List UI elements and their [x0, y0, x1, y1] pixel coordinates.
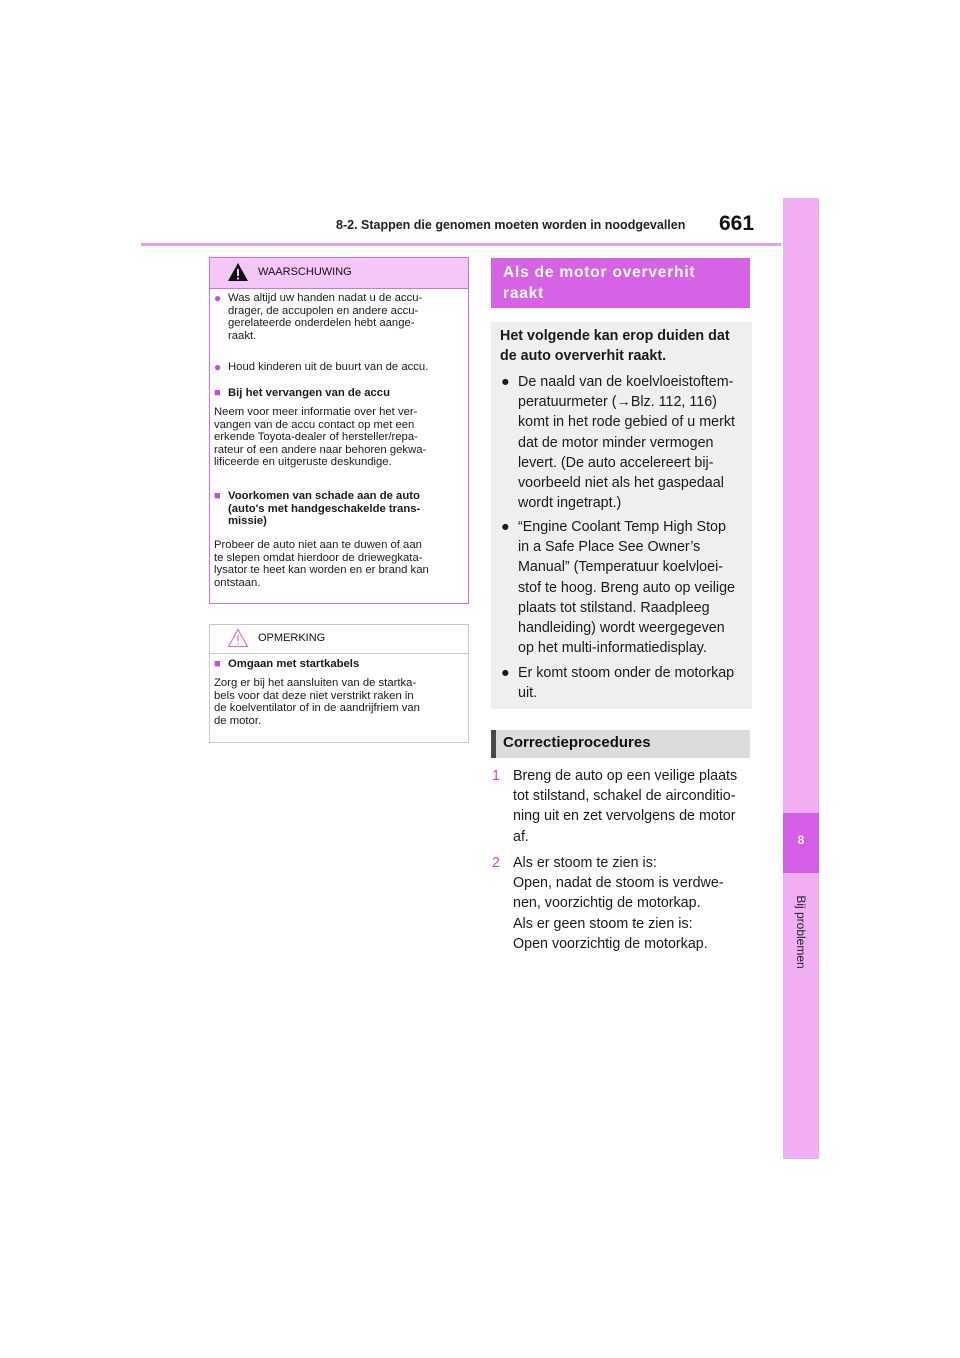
note-text — [214, 677, 466, 727]
text-line: dat de motor minder vermogen — [518, 434, 714, 451]
section-heading — [503, 262, 743, 304]
text-line: uit. — [518, 685, 538, 702]
bullet-icon: ● — [501, 519, 510, 535]
text-line: De naald van de koelvloeistoftem- — [518, 374, 734, 390]
text-line: tot stilstand, schakel de airconditio- — [513, 788, 736, 805]
text-line: lysator te heet kan worden en er brand kan — [214, 564, 429, 577]
text-line: Als er geen stoom te zien is: — [513, 915, 693, 932]
caution-triangle-icon — [227, 628, 249, 648]
chapter-label: Bij problemen — [794, 895, 808, 969]
text-line: vangen van de accu contact op met een — [214, 418, 415, 431]
step-number-1: 1 — [492, 768, 500, 784]
note-label: OPMERKING — [258, 632, 326, 644]
symptom-bullet-1 — [518, 372, 750, 513]
text-line: af. — [513, 828, 529, 845]
text-line: lificeerde en uitgeruste deskundige. — [214, 456, 392, 469]
note-divider — [210, 653, 468, 654]
text-line: Breng de auto op een veilige plaats — [513, 768, 738, 784]
square-bullet-icon: ■ — [214, 658, 221, 670]
square-bullet-icon: ■ — [214, 490, 221, 502]
text-line: Het volgende kan erop duiden dat — [500, 328, 730, 344]
warning-text-2 — [214, 539, 466, 589]
text-line: bels voor dat deze niet verstrikt raken in — [214, 689, 414, 702]
warning-subtitle-2 — [228, 490, 464, 528]
symptom-bullet-3 — [518, 663, 750, 703]
text-line: gerelateerde onderdelen hebt aange- — [228, 317, 415, 330]
text-line: Was altijd uw handen nadat u de accu- — [228, 292, 423, 304]
step-2 — [513, 853, 753, 954]
warning-label: WAARSCHUWING — [258, 266, 352, 278]
side-tab — [783, 198, 819, 1159]
step-number-2: 2 — [492, 855, 500, 871]
text-line: de koelventilator of in de aandrijfriem van — [214, 702, 420, 715]
bullet-icon: ● — [501, 665, 510, 681]
text-line: nen, voorzichtig de motorkap. — [513, 895, 701, 912]
heading-line: Als de motor oververhit — [503, 264, 696, 281]
bullet-icon: ● — [501, 374, 510, 390]
text-line: Er komt stoom onder de motorkap — [518, 665, 735, 681]
section-title: 8-2. Stappen die genomen moeten worden in noodgevallen — [336, 218, 686, 232]
text-line: stof te hoog. Breng auto op veilige — [518, 579, 735, 596]
text-line: de motor. — [214, 714, 262, 727]
warning-subtitle-1: Bij het vervangen van de accu — [228, 387, 390, 399]
text-line: ning uit en zet vervolgens de motor — [513, 808, 736, 825]
warning-text-1 — [214, 406, 464, 469]
warning-bullet-dot-1: ● — [214, 291, 222, 305]
text-line: komt in het rode gebied of u merkt — [518, 414, 735, 431]
warning-bullet-dot-2: ● — [214, 360, 222, 374]
symptoms-intro — [500, 326, 745, 366]
text-line: Voorkomen van schade aan de auto — [228, 490, 420, 502]
text-line: missie) — [228, 515, 267, 528]
text-line: Open voorzichtig de motorkap. — [513, 935, 708, 952]
text-line: plaats tot stilstand. Raadpleeg — [518, 599, 710, 616]
text-line: handleiding) wordt weergegeven — [518, 620, 725, 637]
square-bullet-icon: ■ — [214, 387, 221, 399]
warning-bullet-1 — [228, 292, 466, 342]
text-line: (auto's met handgeschakelde trans- — [228, 502, 421, 515]
step-1 — [513, 766, 753, 847]
text-line: rateur of een andere naar behoren gekwa- — [214, 443, 427, 456]
text-line: Manual” (Temperatuur koelvloei- — [518, 559, 724, 576]
text-line: Open, nadat de stoom is verdwe- — [513, 875, 724, 892]
text-line: de auto oververhit raakt. — [500, 348, 667, 365]
text-line: Als er stoom te zien is: — [513, 855, 657, 871]
text-line: drager, de accupolen en andere accu- — [228, 304, 419, 317]
text-line: levert. (De auto accelereert bij- — [518, 454, 714, 471]
text-line: Neem voor meer informatie over het ver- — [214, 406, 418, 418]
warning-divider — [210, 288, 468, 289]
text-line: op het multi-informatiedisplay. — [518, 640, 707, 657]
text-line: in a Safe Place See Owner’s — [518, 539, 701, 556]
text-line: raakt. — [228, 329, 257, 342]
chapter-number: 8 — [797, 833, 805, 847]
warning-triangle-icon — [227, 262, 249, 282]
text-line: Probeer de auto niet aan te duwen of aan — [214, 539, 422, 551]
header-rule — [141, 243, 781, 246]
heading-line: raakt — [503, 285, 545, 302]
warning-bullet-2: Houd kinderen uit de buurt van de accu. — [228, 361, 429, 373]
text-line: “Engine Coolant Temp High Stop — [518, 519, 726, 535]
page-number: 661 — [719, 212, 755, 235]
text-line: erkende Toyota-dealer of hersteller/repa- — [214, 431, 418, 444]
text-line: voorbeeld niet als het gaspedaal — [518, 475, 724, 492]
symptom-bullet-2 — [518, 517, 750, 658]
note-subtitle: Omgaan met startkabels — [228, 658, 360, 670]
subsection-heading: Correctieprocedures — [503, 734, 651, 751]
text-line: peratuurmeter (→Blz. 112, 116) — [518, 394, 717, 411]
text-line: wordt ingetrapt.) — [518, 495, 622, 512]
text-line: te slepen omdat hierdoor de driewegkata- — [214, 551, 423, 564]
text-line: ontstaan. — [214, 576, 261, 589]
text-line: Zorg er bij het aansluiten van de startka- — [214, 677, 417, 689]
